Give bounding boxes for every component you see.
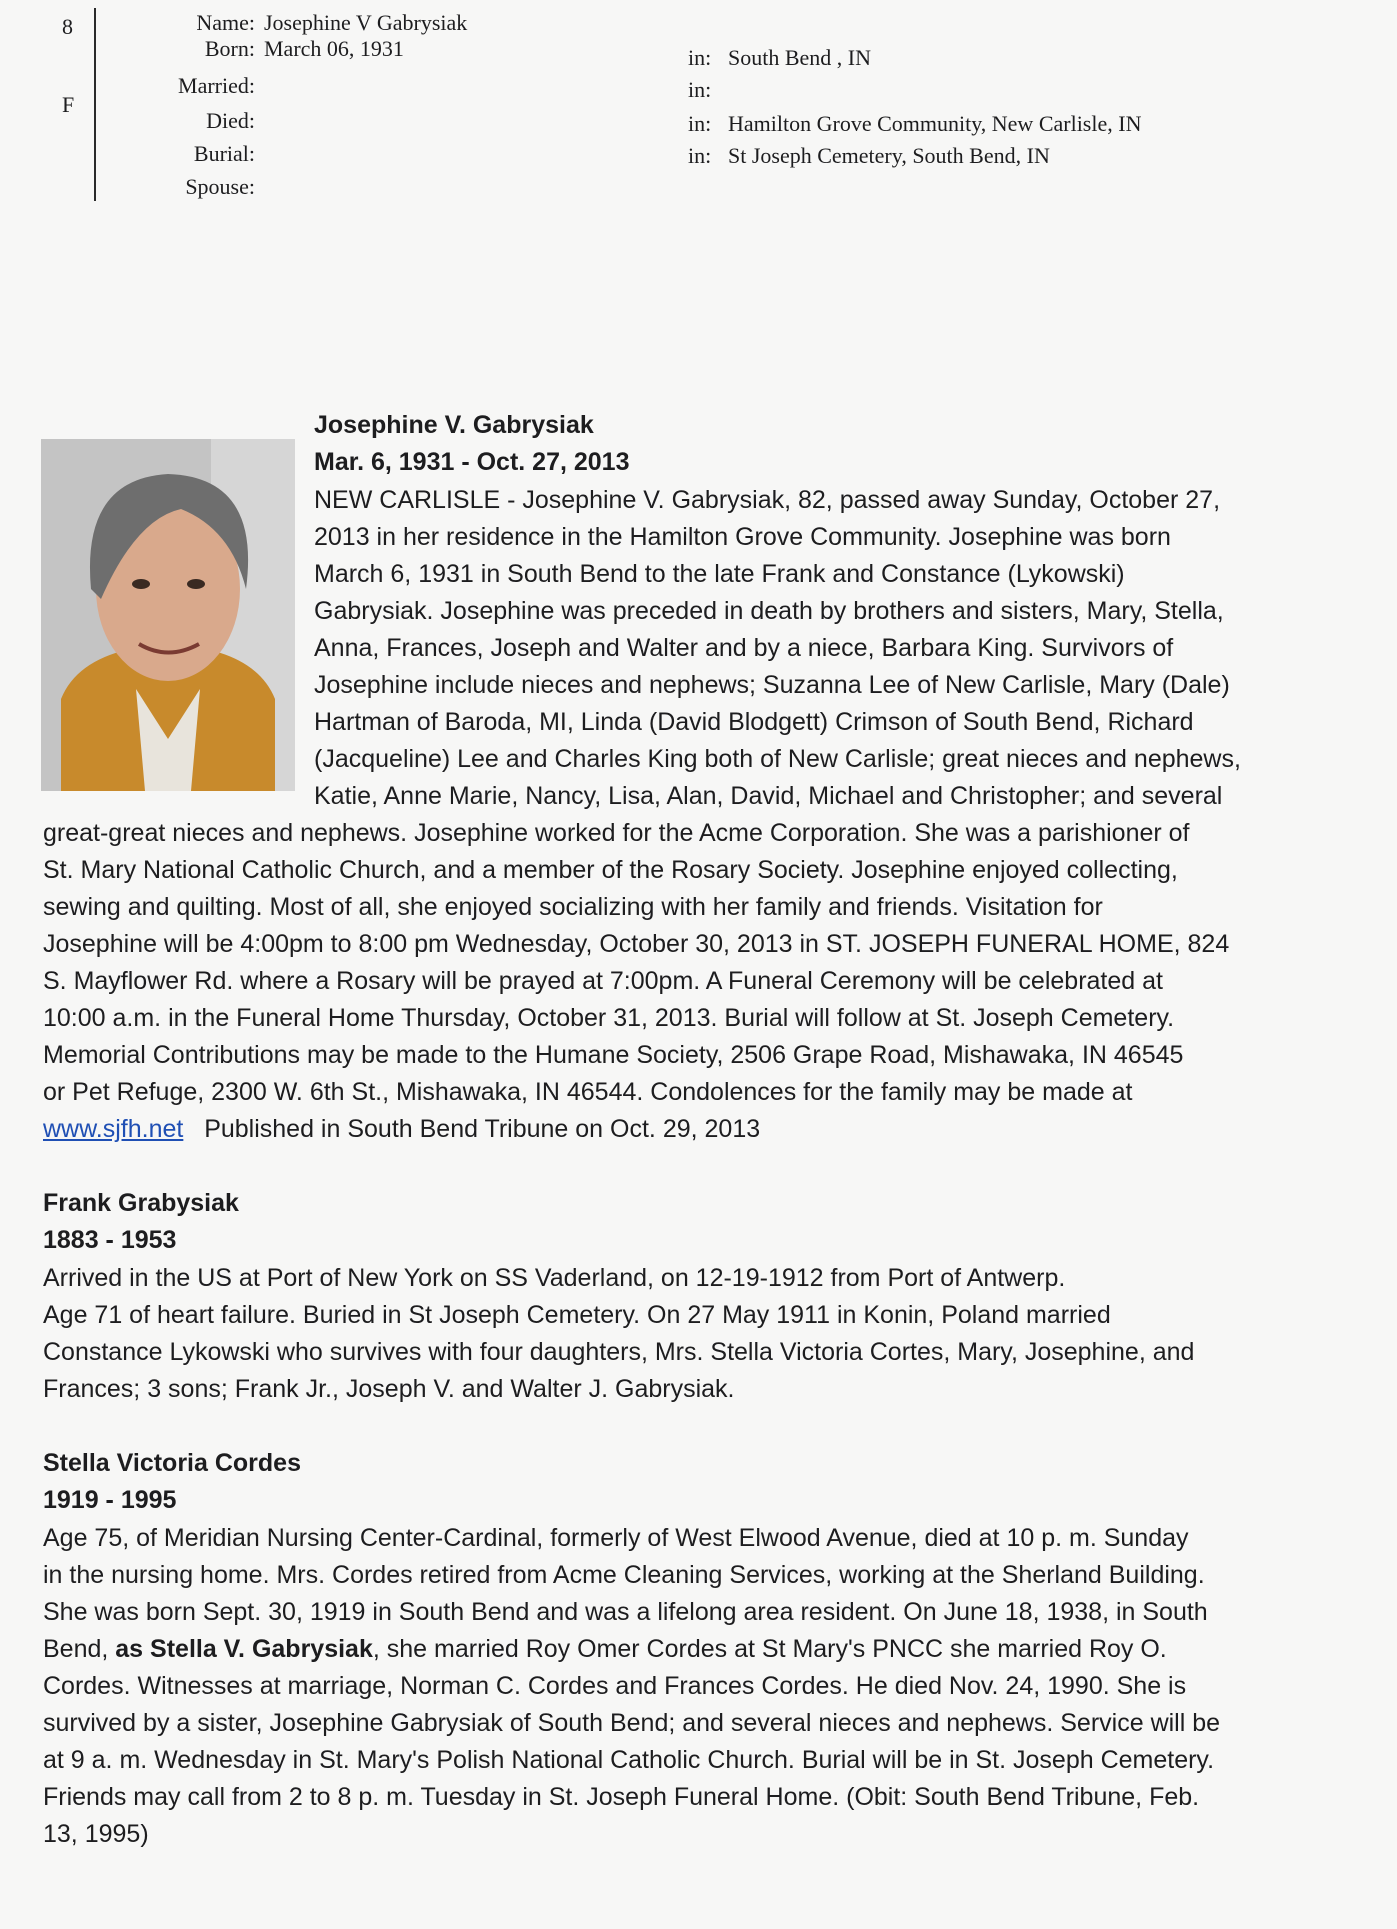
obituary-line: 2013 in her residence in the Hamilton Grove Community. Josephine was born bbox=[314, 523, 1171, 551]
obituary-line: Anna, Frances, Joseph and Walter and by a niece, Barbara King. Survivors of bbox=[314, 634, 1174, 662]
obituary-heading: Josephine V. Gabrysiak bbox=[314, 411, 594, 439]
burial-place: St Joseph Cemetery, South Bend, IN bbox=[728, 143, 1050, 168]
stella-maiden-name: as Stella V. Gabrysiak bbox=[115, 1635, 373, 1663]
stella-line: She was born Sept. 30, 1919 in South Bend and was a lifelong area resident. On June 18, 1938, in South bbox=[43, 1598, 1208, 1626]
stella-line: 13, 1995) bbox=[43, 1820, 149, 1848]
born-date: March 06, 1931 bbox=[264, 36, 404, 61]
obituary-line: St. Mary National Catholic Church, and a member of the Rosary Society. Josephine enjoyed collecting, bbox=[43, 856, 1178, 884]
published-note: Published in South Bend Tribune on Oct. 29, 2013 bbox=[204, 1115, 761, 1143]
record-sex: F bbox=[62, 92, 75, 117]
married-in-label: in: bbox=[688, 77, 712, 102]
stella-line4-start: Bend, bbox=[43, 1635, 116, 1663]
obituary-line: Josephine include nieces and nephews; Suzanna Lee of New Carlisle, Mary (Dale) bbox=[314, 671, 1230, 699]
stella-line: Age 75, of Meridian Nursing Center-Cardinal, formerly of West Elwood Avenue, died at 10 p. m. Sunday bbox=[43, 1524, 1189, 1552]
obituary-line: great-great nieces and nephews. Josephine worked for the Acme Corporation. She was a parishioner of bbox=[43, 819, 1190, 847]
obituary-line: NEW CARLISLE - Josephine V. Gabrysiak, 82, passed away Sunday, October 27, bbox=[314, 486, 1221, 514]
obituary-line: S. Mayflower Rd. where a Rosary will be prayed at 7:00pm. A Funeral Ceremony will be celebrated at bbox=[43, 967, 1163, 995]
burial-label: Burial: bbox=[193, 141, 255, 166]
died-place: Hamilton Grove Community, New Carlisle, IN bbox=[728, 111, 1142, 136]
obituary-line: sewing and quilting. Most of all, she enjoyed socializing with her family and friends. Visitation for bbox=[43, 893, 1103, 921]
died-in-label: in: bbox=[688, 111, 712, 136]
frank-line: Age 71 of heart failure. Buried in St Joseph Cemetery. On 27 May 1911 in Konin, Poland married bbox=[43, 1301, 1111, 1329]
obituary-line: March 6, 1931 in South Bend to the late Frank and Constance (Lykowski) bbox=[314, 560, 1125, 588]
stella-line: survived by a sister, Josephine Gabrysiak of South Bend; and several nieces and nephews. Service will be bbox=[43, 1709, 1221, 1737]
name-value: Josephine V Gabrysiak bbox=[264, 10, 468, 35]
stella-line: Friends may call from 2 to 8 p. m. Tuesday in St. Joseph Funeral Home. (Obit: South Bend Tribune, Feb. bbox=[43, 1783, 1200, 1811]
born-in-label: in: bbox=[688, 45, 712, 70]
frank-line: Arrived in the US at Port of New York on SS Vaderland, on 12-19-1912 from Port of Antwerp. bbox=[43, 1264, 1066, 1292]
stella-line4-end: , she married Roy Omer Cordes at St Mary's PNCC she married Roy O. bbox=[372, 1635, 1167, 1663]
record-number: 8 bbox=[62, 14, 73, 39]
stella-line: in the nursing home. Mrs. Cordes retired from Acme Cleaning Services, working at the Sherland Building. bbox=[43, 1561, 1205, 1589]
record-divider bbox=[94, 8, 96, 201]
name-label: Name: bbox=[196, 10, 255, 35]
obituary-line: Gabrysiak. Josephine was preceded in death by brothers and sisters, Mary, Stella, bbox=[314, 597, 1224, 625]
died-label: Died: bbox=[206, 108, 255, 133]
born-place: South Bend , IN bbox=[728, 45, 871, 70]
stella-line: Cordes. Witnesses at marriage, Norman C. Cordes and Frances Cordes. He died Nov. 24, 1990. She is bbox=[43, 1672, 1187, 1700]
portrait-figure bbox=[41, 439, 295, 791]
obituary-line: Memorial Contributions may be made to the Humane Society, 2506 Grape Road, Mishawaka, IN 46545 bbox=[43, 1041, 1184, 1069]
stella-line-maiden-name bbox=[43, 1631, 1167, 1668]
frank-heading: Frank Grabysiak bbox=[43, 1189, 239, 1217]
portrait-photo bbox=[41, 439, 295, 791]
obituary-last-line bbox=[43, 1111, 760, 1148]
frank-line: Frances; 3 sons; Frank Jr., Joseph V. and Walter J. Gabrysiak. bbox=[43, 1375, 735, 1403]
born-label: Born: bbox=[204, 36, 255, 61]
married-label: Married: bbox=[178, 73, 255, 98]
obituary-dates: Mar. 6, 1931 - Oct. 27, 2013 bbox=[314, 448, 630, 476]
frank-dates: 1883 - 1953 bbox=[43, 1226, 177, 1254]
funeral-home-link[interactable]: www.sjfh.net bbox=[43, 1115, 184, 1143]
frank-line: Constance Lykowski who survives with four daughters, Mrs. Stella Victoria Cortes, Mary, Josephine, and bbox=[43, 1338, 1195, 1366]
obituary-line: 10:00 a.m. in the Funeral Home Thursday, October 31, 2013. Burial will follow at St. Joseph Cemetery. bbox=[43, 1004, 1175, 1032]
obituary-line: Katie, Anne Marie, Nancy, Lisa, Alan, David, Michael and Christopher; and several bbox=[314, 782, 1223, 810]
spouse-label: Spouse: bbox=[185, 174, 255, 199]
obituary-line: Josephine will be 4:00pm to 8:00 pm Wednesday, October 30, 2013 in ST. JOSEPH FUNERAL HOME, 824 bbox=[43, 930, 1230, 958]
stella-heading: Stella Victoria Cordes bbox=[43, 1449, 301, 1477]
stella-line: at 9 a. m. Wednesday in St. Mary's Polish National Catholic Church. Burial will be in St. Joseph Cemetery. bbox=[43, 1746, 1215, 1774]
burial-in-label: in: bbox=[688, 143, 712, 168]
obituary-line: Hartman of Baroda, MI, Linda (David Blodgett) Crimson of South Bend, Richard bbox=[314, 708, 1194, 736]
obituary-line: or Pet Refuge, 2300 W. 6th St., Mishawaka, IN 46544. Condolences for the family may be made at bbox=[43, 1078, 1133, 1106]
obituary-line: (Jacqueline) Lee and Charles King both of New Carlisle; great nieces and nephews, bbox=[314, 745, 1241, 773]
stella-dates: 1919 - 1995 bbox=[43, 1486, 177, 1514]
